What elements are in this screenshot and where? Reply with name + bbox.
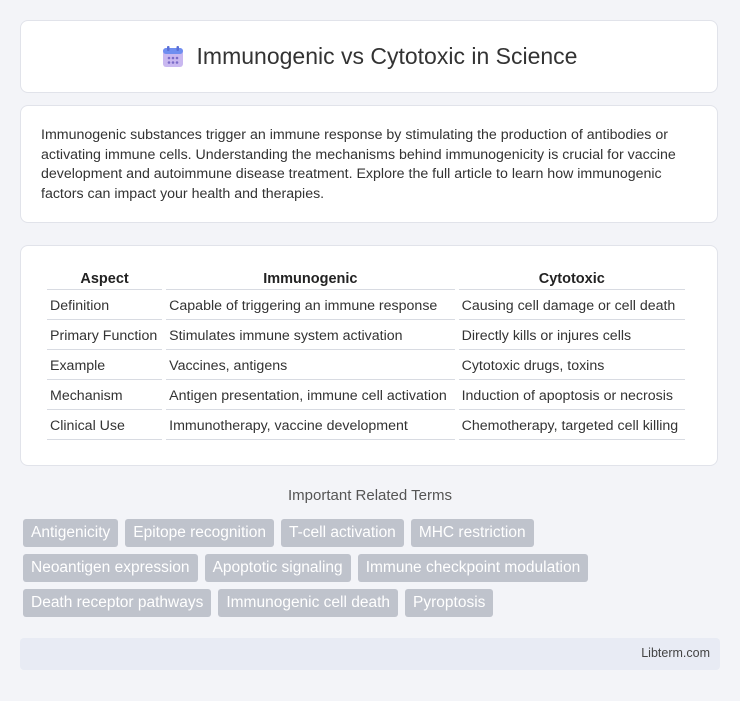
term-tag[interactable]: Apoptotic signaling: [205, 554, 351, 582]
table-row: [47, 292, 685, 320]
table-cell: Mechanism: [47, 382, 162, 410]
footer: [20, 638, 720, 670]
term-tag[interactable]: Immune checkpoint modulation: [358, 554, 589, 582]
table-cell: Primary Function: [47, 322, 162, 350]
comparison-table-card: [20, 245, 718, 466]
intro-card: [20, 105, 718, 223]
tag-row: [23, 589, 723, 617]
tag-row: [23, 554, 723, 582]
table-cell: Definition: [47, 292, 162, 320]
footer-site-link[interactable]: Libterm.com: [641, 646, 710, 660]
table-cell: Cytotoxic drugs, toxins: [459, 352, 685, 380]
comparison-table: [43, 266, 689, 442]
term-tag[interactable]: Pyroptosis: [405, 589, 493, 617]
calendar-icon: [161, 45, 185, 69]
table-cell: Antigen presentation, immune cell activation: [166, 382, 454, 410]
table-header-row: [47, 268, 685, 290]
table-row: [47, 352, 685, 380]
table-cell: Induction of apoptosis or necrosis: [459, 382, 685, 410]
table-cell: Causing cell damage or cell death: [459, 292, 685, 320]
page-title: Immunogenic vs Cytotoxic in Science: [196, 43, 578, 69]
table-cell: Immunotherapy, vaccine development: [166, 412, 454, 440]
table-row: [47, 412, 685, 440]
table-cell: Directly kills or injures cells: [459, 322, 685, 350]
header-card: [20, 20, 718, 93]
related-terms-list: [23, 519, 723, 624]
intro-text: Immunogenic substances trigger an immune response by stimulating the production of antibodies or activating immune cells. Understanding the mechanisms behind immunogenicity is crucial for vaccine development and autoimmune disease treatment. Explore the full article to learn how immunogenic factors can impact your health and therapies.: [41, 127, 676, 202]
related-terms-heading: Important Related Terms: [288, 487, 452, 504]
table-row: [47, 382, 685, 410]
table-cell: Vaccines, antigens: [166, 352, 454, 380]
tag-row: [23, 519, 723, 547]
table-cell: Clinical Use: [47, 412, 162, 440]
column-header: Immunogenic: [166, 268, 454, 290]
term-tag[interactable]: Immunogenic cell death: [218, 589, 398, 617]
table-cell: Capable of triggering an immune response: [166, 292, 454, 320]
term-tag[interactable]: Neoantigen expression: [23, 554, 198, 582]
table-row: [47, 322, 685, 350]
term-tag[interactable]: Epitope recognition: [125, 519, 274, 547]
table-cell: Chemotherapy, targeted cell killing: [459, 412, 685, 440]
column-header: Cytotoxic: [459, 268, 685, 290]
term-tag[interactable]: Antigenicity: [23, 519, 118, 547]
term-tag[interactable]: T-cell activation: [281, 519, 404, 547]
table-cell: Stimulates immune system activation: [166, 322, 454, 350]
column-header: Aspect: [47, 268, 162, 290]
table-cell: Example: [47, 352, 162, 380]
term-tag[interactable]: MHC restriction: [411, 519, 534, 547]
term-tag[interactable]: Death receptor pathways: [23, 589, 211, 617]
